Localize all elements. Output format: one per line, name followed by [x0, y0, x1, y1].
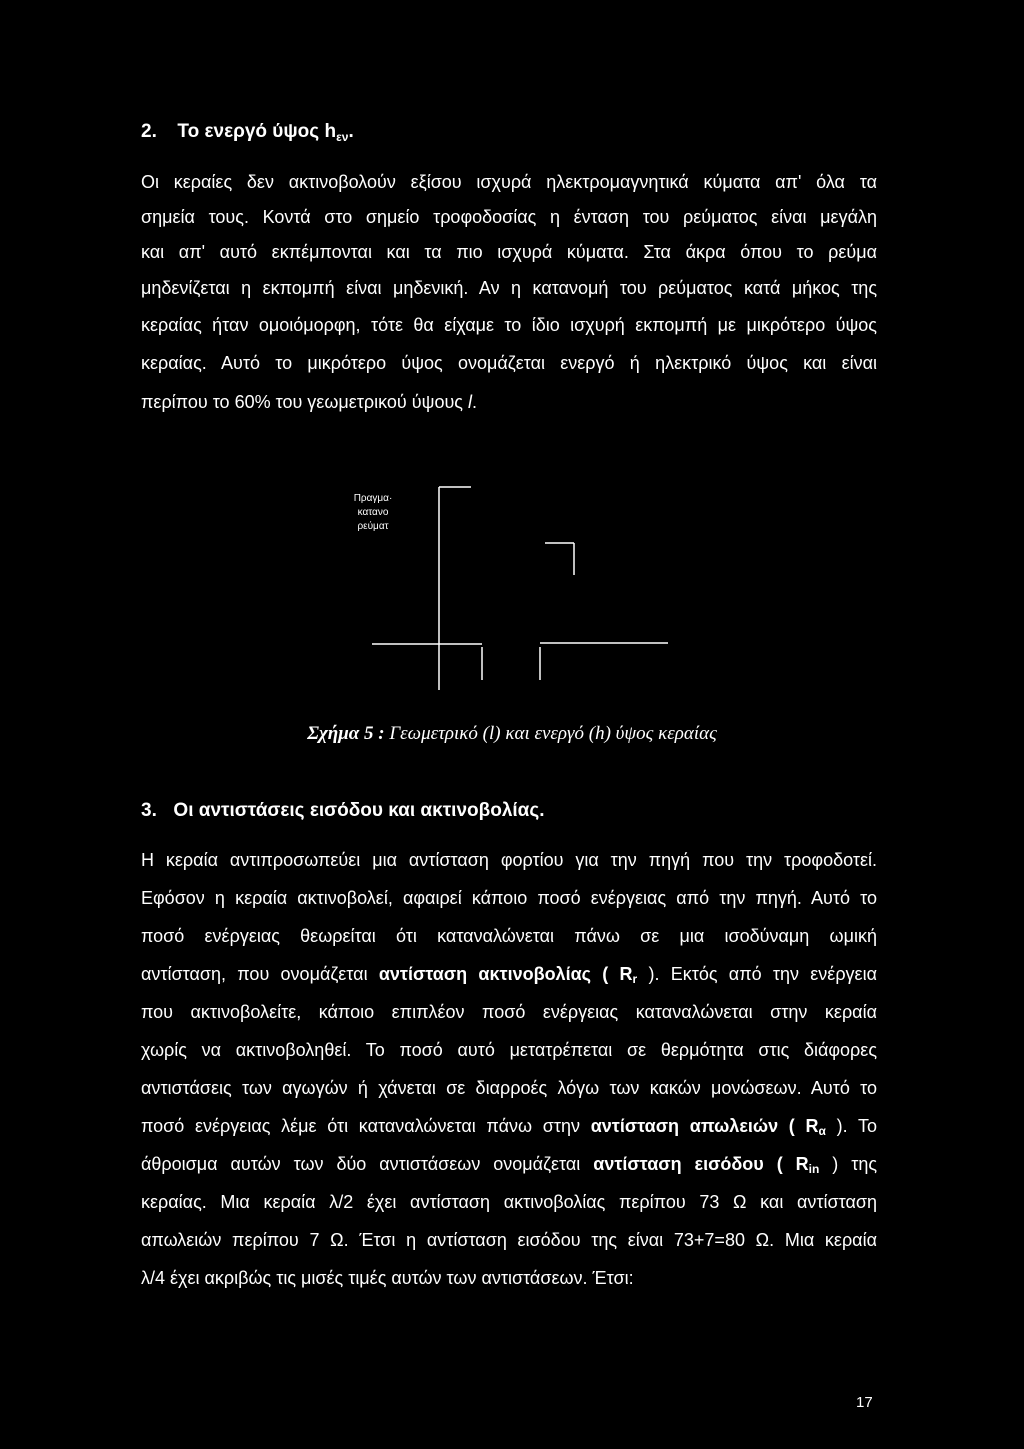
term-input-resistance: αντίσταση εισόδου [593, 1154, 764, 1174]
term-loss-resistance: αντίσταση απωλειών [590, 1116, 779, 1136]
figure-label-line: Πραγμα· [353, 493, 393, 504]
symbol: ( R [778, 1116, 819, 1136]
text-line: Η κεραία αντιπροσωπεύει μια αντίσταση φορτίου για την πηγή που την τροφοδοτεί. [141, 850, 877, 870]
text-line: κεραίας ήταν ομοιόμορφη, τότε θα είχαμε το ίδιο ισχυρή εκπομπή με μικρότερο ύψος [141, 315, 877, 335]
antenna-height-figure [360, 475, 680, 690]
caption-text: Γεωμετρικό (l) και ενεργό (h) ύψος κεραίας [384, 723, 717, 744]
figure-label-line: ρεύματ [357, 521, 389, 532]
section-3-heading [141, 800, 545, 822]
text-line: Οι κεραίες δεν ακτινοβολούν εξίσου ισχυρά ηλεκτρομαγνητικά κύματα απ' όλα τα [141, 172, 877, 192]
text-fragment: ποσό ενέργειας λέμε ότι καταναλώνεται πάνω στην [141, 1116, 591, 1136]
text-line: χωρίς να ακτινοβοληθεί. Το ποσό αυτό μετατρέπεται σε θερμότητα στις διάφορες [141, 1040, 877, 1060]
section-number: 3. [141, 800, 157, 821]
text-fragment: ). Εκτός από την ενέργεια [637, 964, 877, 984]
text-line: σημεία τους. Κοντά στο σημείο τροφοδοσίας η ένταση του ρεύματος είναι μεγάλη [141, 207, 877, 227]
geometric-antenna [439, 487, 471, 690]
text-fragment: ) της [819, 1154, 878, 1174]
text-line [141, 961, 877, 987]
section-title: Οι αντιστάσεις εισόδου και ακτινοβολίας. [173, 800, 545, 821]
section-2-heading [141, 121, 354, 143]
section-number: 2. [141, 121, 157, 142]
text-line: κεραίας. Αυτό το μικρότερο ύψος ονομάζεται ενεργό ή ηλεκτρικό ύψος και είναι [141, 353, 877, 373]
section-title-subscript: εν [336, 130, 349, 144]
symbol-subscript: α [818, 1124, 826, 1138]
figure-label-line: κατανο [357, 507, 389, 518]
symbol: ( R [591, 964, 633, 984]
text-line: αντιστάσεις των αγωγών ή χάνεται σε διαρροές λόγω των κακών μονώσεων. Αυτό το [141, 1078, 877, 1098]
text-line [141, 389, 877, 415]
text-line [141, 1113, 877, 1139]
text-fragment: αντίσταση, που ονομάζεται [141, 964, 379, 984]
text-line: λ/4 έχει ακριβώς τις μισές τιμές αυτών των αντιστάσεων. Έτσι: [141, 1268, 634, 1288]
text-line [141, 1151, 877, 1177]
effective-antenna [545, 543, 574, 575]
text-line: απωλειών περίπου 7 Ω. Έτσι η αντίσταση εισόδου της είναι 73+7=80 Ω. Μια κεραία [141, 1230, 877, 1250]
caption-prefix: Σχήμα 5 : [307, 723, 385, 744]
figure-caption [0, 723, 1024, 745]
text-line: ποσό ενέργειας θεωρείται ότι καταναλώνεται πάνω σε μια ισοδύναμη ωμική [141, 926, 877, 946]
text-fragment: άθροισμα αυτών των δύο αντιστάσεων ονομάζεται [141, 1154, 594, 1174]
length-symbol: l [467, 392, 472, 412]
text-line: που ακτινοβολείτε, κάποιο επιπλέον ποσό ενέργειας καταναλώνεται στην κεραία [141, 1002, 877, 1022]
text-fragment: . [471, 392, 477, 412]
section-title-end: . [348, 121, 354, 142]
text-fragment: περίπου το 60% του γεωμετρικού ύψους [141, 392, 468, 412]
page-number: 17 [856, 1394, 873, 1411]
term-radiation-resistance: αντίσταση ακτινοβολίας [378, 964, 591, 984]
text-line: κεραίας. Μια κεραία λ/2 έχει αντίσταση ακτινοβολίας περίπου 73 Ω και αντίσταση [141, 1192, 877, 1212]
symbol-subscript: in [808, 1162, 820, 1176]
text-line: και απ' αυτό εκπέμπονται και τα πιο ισχυρά κύματα. Στα άκρα όπου το ρεύμα [141, 242, 877, 262]
section-title: Το ενεργό ύψος h [177, 121, 337, 142]
text-line: μηδενίζεται η εκπομπή είναι μηδενική. Αν η κατανομή του ρεύματος κατά μήκος της [141, 278, 877, 298]
text-line: Εφόσον η κεραία ακτινοβολεί, αφαιρεί κάποιο ποσό ενέργειας από την πηγή. Αυτό το [141, 888, 877, 908]
symbol-subscript: r [632, 972, 638, 986]
text-fragment: ). Το [825, 1116, 878, 1136]
symbol: ( R [763, 1154, 809, 1174]
